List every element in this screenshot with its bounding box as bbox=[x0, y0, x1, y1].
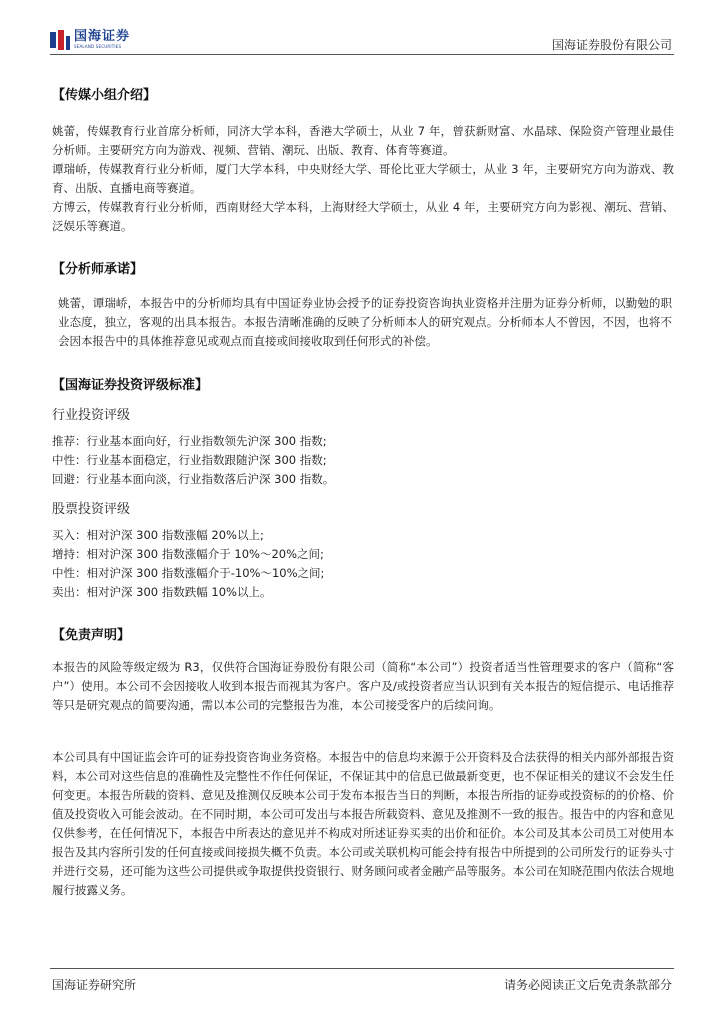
footer-institute: 国海证券研究所 bbox=[52, 978, 137, 992]
industry-rating-neutral: 中性：行业基本面稳定，行业指数跟随沪深 300 指数; bbox=[52, 453, 327, 467]
disclaimer-section-title: 【免责声明】 bbox=[52, 628, 131, 643]
stock-rating-buy: 买入：相对沪深 300 指数涨幅 20%以上; bbox=[52, 528, 264, 542]
footer-notice: 请务必阅读正文后免责条款部分 bbox=[503, 978, 672, 992]
page-header bbox=[0, 0, 724, 60]
header-divider bbox=[50, 54, 674, 55]
stock-rating-title: 股票投资评级 bbox=[52, 502, 131, 517]
header-company-name: 国海证券股份有限公司 bbox=[551, 38, 672, 52]
disclaimer-paragraph-1: 本报告的风险等级定级为 R3，仅供符合国海证券股份有限公司（简称“本公司”）投资者适当性管理要求的客户（简称“客户”）使用。本公司不会因接收人收到本报告而视其为客户。客户及/或投资者应当认识到有关本报告的短信提示、电话推荐等只是研究观点的简要沟通，需以本公司的完整报告为准，本公司接受客户的后续问询。 bbox=[52, 660, 674, 712]
commitment-text: 姚蕾，谭瑞峤，本报告中的分析师均具有中国证券业协会授予的证券投资咨询执业资格并注册为证券分析师，以勤勉的职业态度，独立，客观的出具本报告。本报告清晰准确的反映了分析师本人的研究观点。分析师本人不曾因，不因，也将不会因本报告中的具体推荐意见或观点而直接或间接收取到任何形式的补偿。 bbox=[58, 296, 672, 348]
team-member-yao: 姚蕾，传媒教育行业首席分析师，同济大学本科，香港大学硕士，从业 7 年，曾获新财富、水晶球、保险资产管理业最佳分析师。主要研究方向为游戏、视频、营销、潮玩、出版、教育、体育等赛道。 bbox=[52, 124, 674, 157]
logo-en-text: SEALAND SECURITIES bbox=[74, 44, 122, 49]
commitment-section-title: 【分析师承诺】 bbox=[52, 262, 144, 277]
logo-mark-icon bbox=[50, 30, 70, 50]
disclaimer-paragraph-2: 本公司具有中国证监会许可的证券投资咨询业务资格。本报告中的信息均来源于公开资料及合法获得的相关内部外部报告资料，本公司对这些信息的准确性及完整性不作任何保证，不保证其中的信息已做最新变更，也不保证相关的建议不会发生任何变更。本报告所载的资料、意见及推测仅反映本公司于发布本报告当日的判断，本报告所指的证券或投资标的的价格、价值及投资收入可能会波动。在不同时期，本公司可发出与本报告所载资料、意见及推测不一致的报告。报告中的内容和意见仅供参考，在任何情况下，本报告中所表达的意见并不构成对所述证券买卖的出价和征价。本公司及其本公司员工对使用本报告及其内容所引发的任何直接或间接损失概不负责。本公司或关联机构可能会持有报告中所提到的公司所发行的证券头寸并进行交易，还可能为这些公司提供或争取提供投资银行、财务顾问或者金融产品等服务。本公司在知晓范围内依法合规地履行披露义务。 bbox=[52, 750, 674, 897]
industry-rating-recommend: 推荐：行业基本面向好，行业指数领先沪深 300 指数; bbox=[52, 434, 327, 448]
team-member-fang: 方博云，传媒教育行业分析师，西南财经大学本科，上海财经大学硕士，从业 4 年，主要研究方向为影视、潮玩、营销、泛娱乐等赛道。 bbox=[52, 200, 674, 233]
rating-section-title: 【国海证券投资评级标准】 bbox=[52, 378, 209, 393]
logo-cn-text: 国海证券 bbox=[74, 29, 131, 44]
team-section-title: 【传媒小组介绍】 bbox=[52, 88, 157, 103]
industry-rating-title: 行业投资评级 bbox=[52, 408, 131, 423]
industry-rating-avoid: 回避：行业基本面向淡，行业指数落后沪深 300 指数。 bbox=[52, 472, 335, 486]
company-logo bbox=[50, 30, 130, 50]
footer-divider bbox=[50, 968, 674, 969]
team-member-tan: 谭瑞峤，传媒教育行业分析师，厦门大学本科，中央财经大学、哥伦比亚大学硕士，从业 3 年，主要研究方向为游戏、教育、出版、直播电商等赛道。 bbox=[52, 162, 674, 195]
stock-rating-neutral: 中性：相对沪深 300 指数涨幅介于-10%～10%之间; bbox=[52, 566, 325, 580]
stock-rating-sell: 卖出：相对沪深 300 指数跌幅 10%以上。 bbox=[52, 585, 272, 599]
stock-rating-overweight: 增持：相对沪深 300 指数涨幅介于 10%～20%之间; bbox=[52, 547, 324, 561]
